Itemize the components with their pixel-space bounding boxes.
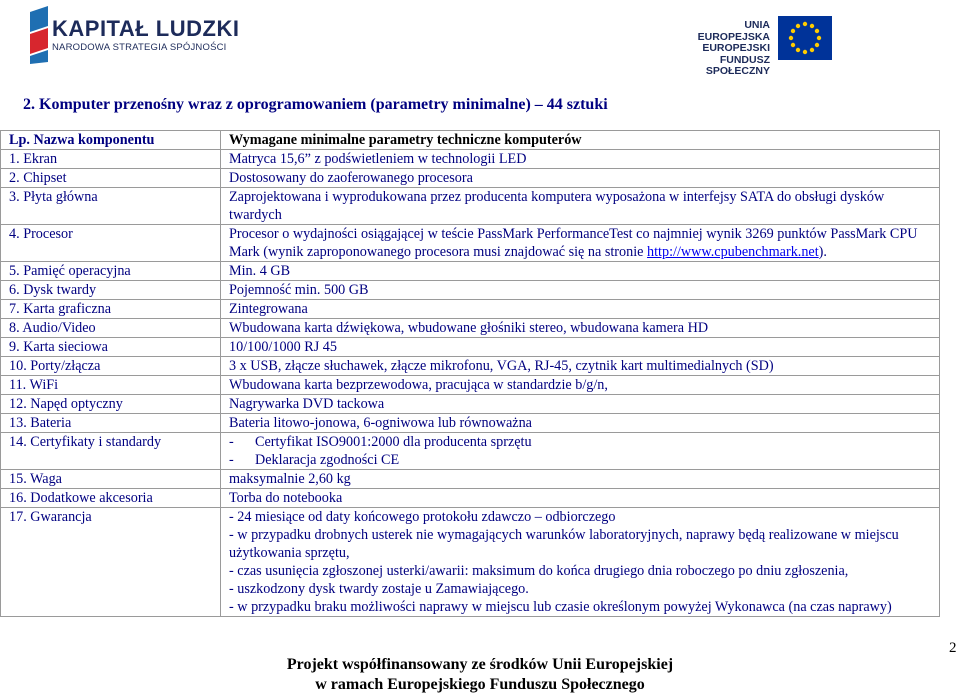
row-component: Pamięć operacyjna: [23, 263, 131, 279]
row-number: 7.: [9, 301, 20, 317]
row-value: Torba do notebooka: [221, 489, 940, 508]
row-component: Dysk twardy: [23, 282, 97, 298]
row-value: [221, 225, 940, 262]
list-item: - 24 miesiące od daty końcowego protokołu zdawczo – odbiorczego: [229, 509, 616, 525]
eu-flag-icon: [778, 16, 832, 60]
row-value: Wbudowana karta bezprzewodowa, pracująca w standardzie b/g/n,: [221, 376, 940, 395]
row-component: Procesor: [23, 226, 73, 242]
row-value: 3 x USB, złącze słuchawek, złącze mikrofonu, VGA, RJ-45, czytnik kart multimedialnych (SD): [221, 357, 940, 376]
table-row: [1, 470, 940, 489]
row-number: 1.: [9, 151, 20, 167]
row-number: 10.: [9, 358, 27, 374]
row-number: 3.: [9, 189, 20, 205]
list-item: - uszkodzony dysk twardy zostaje u Zamawiającego.: [229, 581, 529, 597]
row-number: 17.: [9, 509, 27, 525]
eu-logo-line1: UNIA EUROPEJSKA: [697, 19, 770, 43]
row-number: 8.: [9, 320, 20, 336]
row-component: Porty/złącza: [30, 358, 101, 374]
table-row: [1, 376, 940, 395]
row-value: Zaprojektowana i wyprodukowana przez producenta komputera wyposażona w interfejsy SATA do obsługi dysków twardych: [221, 188, 940, 225]
row-value: Pojemność min. 500 GB: [221, 281, 940, 300]
kapital-ludzki-title: KAPITAŁ LUDZKI: [52, 16, 240, 41]
table-row: [1, 508, 940, 617]
row-component: Płyta główna: [23, 189, 98, 205]
table-row: [1, 489, 940, 508]
table-row: [1, 281, 940, 300]
row-value: Zintegrowana: [221, 300, 940, 319]
table-row: [1, 169, 940, 188]
row-component: Audio/Video: [22, 320, 96, 336]
row-component: Karta sieciowa: [23, 339, 108, 355]
eu-logo-text: [674, 20, 770, 78]
table-header-row: [1, 131, 940, 150]
kapital-ludzki-subtitle: NARODOWA STRATEGIA SPÓJNOŚCI: [52, 42, 227, 53]
row-component: Napęd optyczny: [30, 396, 123, 412]
row-component: Chipset: [23, 170, 67, 186]
list-item: - Deklaracja zgodności CE: [229, 452, 400, 468]
row-component: WiFi: [29, 377, 59, 393]
section-title: 2. Komputer przenośny wraz z oprogramowaniem (parametry minimalne) – 44 sztuki: [23, 96, 608, 113]
row-component: Bateria: [30, 415, 72, 431]
row-number: 2.: [9, 170, 20, 186]
row-component: Karta graficzna: [23, 301, 112, 317]
table-row: [1, 395, 940, 414]
row-value: [221, 508, 940, 617]
row-value-text: Procesor o wydajności osiągającej w teście PassMark PerformanceTest co najmniej wynik 3269 punktów PassMark CPU Mark (wynik zaproponowanego procesora musi znajdować się na stronie: [229, 226, 918, 260]
table-row: [1, 150, 940, 169]
header-parameters: Wymagane minimalne parametry techniczne komputerów: [221, 131, 940, 150]
row-number: 4.: [9, 226, 20, 242]
row-number: 6.: [9, 282, 20, 298]
row-component: Gwarancja: [30, 509, 92, 525]
row-value: 10/100/1000 RJ 45: [221, 338, 940, 357]
row-value: [221, 433, 940, 470]
row-number: 5.: [9, 263, 20, 279]
table-row: [1, 225, 940, 262]
table-row: [1, 433, 940, 470]
eu-logo-line3: FUNDUSZ SPOŁECZNY: [705, 53, 770, 77]
list-item: - w przypadku braku możliwości naprawy w miejscu lub czasie określonym powyżej Wykonawca (na czas naprawy): [229, 599, 892, 615]
table-row: [1, 188, 940, 225]
table-row: [1, 262, 940, 281]
page-header: [0, 0, 960, 80]
header-component: Lp. Nazwa komponentu: [1, 131, 221, 150]
row-component: Certyfikaty i standardy: [30, 434, 162, 450]
row-value: maksymalnie 2,60 kg: [221, 470, 940, 489]
row-value: Matryca 15,6” z podświetleniem w technologii LED: [221, 150, 940, 169]
footer-line-1: Projekt współfinansowany ze środków Unii Europejskiej: [286, 656, 674, 673]
spec-table: [0, 130, 940, 617]
row-number: 14.: [9, 434, 27, 450]
cpubenchmark-link[interactable]: http://www.cpubenchmark.net: [647, 244, 819, 260]
row-value: Bateria litowo-jonowa, 6-ogniwowa lub równoważna: [221, 414, 940, 433]
list-item: - czas usunięcia zgłoszonej usterki/awarii: maksimum do końca drugiego dnia roboczego po dniu zgłoszenia,: [229, 563, 849, 579]
row-value: Min. 4 GB: [221, 262, 940, 281]
table-row: [1, 300, 940, 319]
footer-line-2: w ramach Europejskiego Funduszu Społecznego: [315, 676, 645, 693]
row-value: Wbudowana karta dźwiękowa, wbudowane głośniki stereo, wbudowana kamera HD: [221, 319, 940, 338]
row-value: Nagrywarka DVD tackowa: [221, 395, 940, 414]
table-row: [1, 338, 940, 357]
page-number: 2: [949, 640, 957, 656]
row-number: 11.: [9, 377, 27, 393]
row-value-tail: ).: [818, 244, 827, 260]
row-number: 12.: [9, 396, 27, 412]
row-component: Waga: [30, 471, 62, 487]
row-value: Dostosowany do zaoferowanego procesora: [221, 169, 940, 188]
eu-logo-line2: EUROPEJSKI: [702, 42, 770, 54]
list-item: - w przypadku drobnych usterek nie wymagających warunków laboratoryjnych, naprawy będą realizowane w miejscu użytkowania sprzętu,: [229, 527, 899, 561]
kapital-ludzki-emblem-icon: [28, 6, 52, 64]
row-number: 16.: [9, 490, 27, 506]
row-number: 15.: [9, 471, 27, 487]
row-number: 9.: [9, 339, 20, 355]
row-component: Dodatkowe akcesoria: [30, 490, 153, 506]
row-component: Ekran: [23, 151, 58, 167]
table-row: [1, 357, 940, 376]
list-item: - Certyfikat ISO9001:2000 dla producenta sprzętu: [229, 434, 532, 450]
table-row: [1, 414, 940, 433]
table-row: [1, 319, 940, 338]
row-number: 13.: [9, 415, 27, 431]
